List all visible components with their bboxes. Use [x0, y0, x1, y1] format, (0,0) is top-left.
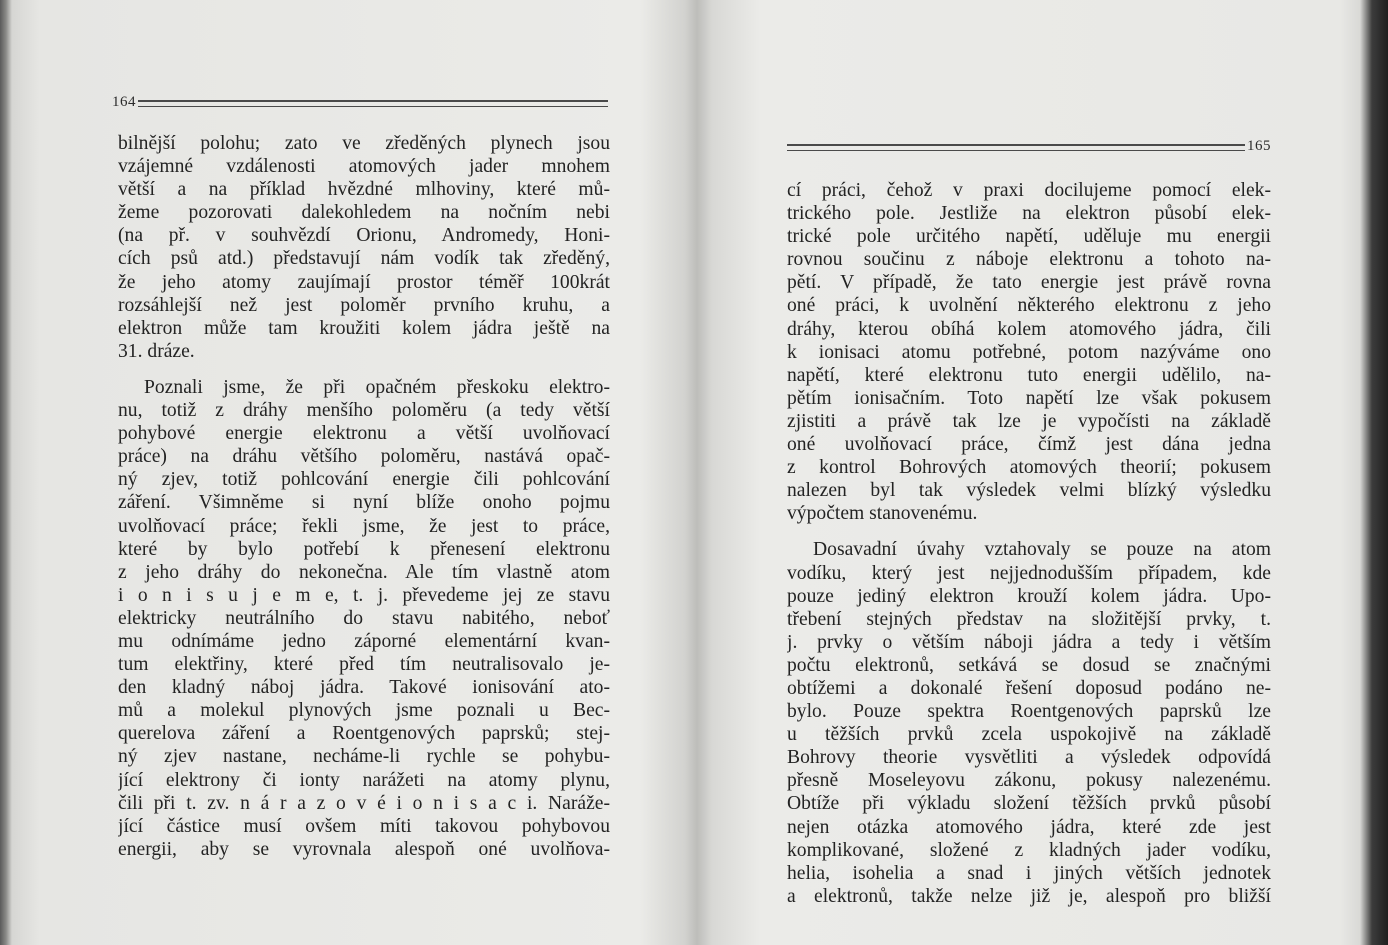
- text-line: přesně Moseleyovu zákonu, pokusy nalezenému.: [787, 770, 1271, 792]
- right-paragraph-2: [787, 538, 1271, 908]
- text-line: a elektronů, takže nelze již je, alespoň pro bližší: [787, 885, 1271, 907]
- text-line: Poznali jsme, že při opačném přeskoku elektro-: [144, 376, 610, 398]
- text-line: nejen otázka atomového jádra, které zde jest: [787, 816, 1271, 838]
- text-line: pouze jediný elektron krouží kolem jádra. Upo-: [787, 585, 1271, 607]
- text-line: z kontrol Bohrových atomových theorií; pokusem: [787, 457, 1271, 479]
- text-line: bilnější polohu; zato ve zředěných plynech jsou: [118, 133, 610, 154]
- text-line: obtížemi a dokonalé řešení doposud podáno ne-: [787, 677, 1271, 699]
- text-line: jící elektrony či ionty narážeti na atomy plynu,: [118, 769, 610, 791]
- text-line: (na př. v souhvězdí Orionu, Andromedy, Honi-: [118, 225, 610, 247]
- right-body-text: [787, 179, 1271, 908]
- text-line: helia, isohelia a snad i jiných větších jednotek: [787, 862, 1271, 884]
- text-line: zjistiti a právě tak lze je vypočísti na základě: [787, 410, 1271, 432]
- text-line: čili při t. zv. n á r a z o v é i o n i s a c i. Naráže-: [118, 792, 610, 814]
- left-page-number: 164: [112, 94, 136, 110]
- text-line: elektron může tam kroužiti kolem jádra ještě na: [118, 317, 610, 339]
- text-line: které by bylo potřebí k přenesení elektronu: [118, 538, 610, 560]
- text-line: elektricky neutrálního do stavu nabitého, neboť: [118, 607, 610, 629]
- text-line: jící částice musí ovšem míti takovou pohybovou: [118, 815, 610, 837]
- text-line: záření. Všimněme si nyní blíže onoho pojmu: [118, 492, 610, 514]
- text-line: Dosavadní úvahy vztahovaly se pouze na atom: [813, 539, 1271, 561]
- text-line: rovnou součinu z náboje elektronu a tohoto na-: [787, 249, 1271, 271]
- left-body-text: [118, 132, 610, 861]
- text-line: oné uvolňovací práce, čímž jest dána jedna: [787, 434, 1271, 456]
- text-line: 31. dráze.: [118, 340, 195, 362]
- text-line: Obtíže při výkladu složení těžších prvků působí: [787, 793, 1271, 815]
- text-line: Bohrovy theorie vysvětliti a výsledek odpovídá: [787, 747, 1271, 769]
- text-line: den kladný náboj jádra. Takové ionisování ato-: [118, 677, 610, 699]
- text-line: nu, totiž z dráhy menšího poloměru (a tedy větší: [118, 400, 610, 422]
- text-line: cí práci, čehož v praxi docilujeme pomocí elek-: [787, 180, 1271, 201]
- text-line: vodíku, který jest nejjednodušším případem, kde: [787, 562, 1271, 584]
- left-paragraph-2: [118, 376, 610, 861]
- text-line: mu odnímáme jedno záporné elementární kvan-: [118, 630, 610, 652]
- paragraph-gap: [118, 363, 610, 376]
- text-line: práce) na dráhu většího poloměru, nastává opač-: [118, 446, 610, 468]
- right-header-rule: [787, 144, 1245, 151]
- paragraph-gap: [787, 525, 1271, 538]
- text-line: j. prvky o větším náboji jádra a tedy i větším: [787, 631, 1271, 653]
- text-line: pětím ionisačním. Toto napětí lze však pokusem: [787, 387, 1271, 409]
- text-line: z jeho dráhy do nekonečna. Ale tím vlastně atom: [118, 561, 610, 583]
- text-line: nalezen byl tak výsledek velmi blízký výsledku: [787, 480, 1271, 502]
- text-line: cích psů atd.) představují nám vodík tak zředěný,: [118, 248, 610, 270]
- text-line: u těžších prvků zcela uspokojivě na základě: [787, 724, 1271, 746]
- text-line: energii, aby se vyrovnala alespoň oné uvolňova-: [118, 838, 610, 860]
- text-line: počtu elektronů, setkává se dosud se značnými: [787, 654, 1271, 676]
- right-page-number: 165: [1247, 138, 1271, 154]
- text-line: uvolňovací práce; řekli jsme, že jest to práce,: [118, 515, 610, 537]
- text-line: querelova záření a Roentgenových paprsků; stej-: [118, 723, 610, 745]
- text-line: trického pole. Jestliže na elektron působí elek-: [787, 203, 1271, 225]
- text-line: ný zjev, totiž pohlcování energie čili pohlcování: [118, 469, 610, 491]
- text-line: rozsáhlejší než jest poloměr prvního kruhu, a: [118, 294, 610, 316]
- left-header-rule: [138, 100, 608, 107]
- text-line: k ionisaci atomu potřebné, potom nazýváme ono: [787, 341, 1271, 363]
- left-running-head: [112, 94, 608, 111]
- text-line: žeme pozorovati dalekohledem na nočním nebi: [118, 202, 610, 224]
- text-line: napětí, které elektronu tuto energii udělilo, na-: [787, 364, 1271, 386]
- text-line: pětí. V případě, že tato energie jest právě rovna: [787, 272, 1271, 294]
- right-page: [695, 0, 1388, 945]
- right-running-head: [787, 138, 1271, 155]
- text-line: větší a na příklad hvězdné mlhoviny, které mů-: [118, 179, 610, 201]
- text-line: bylo. Pouze spektra Roentgenových paprsků lze: [787, 701, 1271, 723]
- text-line: trické pole určitého napětí, uděluje mu energii: [787, 226, 1271, 248]
- right-paragraph-1: [787, 179, 1271, 525]
- text-line: i o n i s u j e m e, t. j. převedeme jej ze stavu: [118, 584, 610, 606]
- text-line: třebení stejných představ na složitější prvky, t.: [787, 608, 1271, 630]
- text-line: komplikované, složené z kladných jader vodíku,: [787, 839, 1271, 861]
- text-line: pohybové energie elektronu a větší uvolňovací: [118, 423, 610, 445]
- text-line: mů a molekul plynových jsme poznali u Bec-: [118, 700, 610, 722]
- text-line: tum elektřiny, které před tím neutralisovalo je-: [118, 654, 610, 676]
- left-paragraph-1: [118, 132, 610, 363]
- text-line: vzájemné vzdálenosti atomových jader mnohem: [118, 156, 610, 178]
- text-line: že jeho atomy zaujímají prostor téměř 100krát: [118, 271, 610, 293]
- text-line: výpočtem stanovenému.: [787, 503, 978, 525]
- text-line: dráhy, kterou obíhá kolem atomového jádra, čili: [787, 318, 1271, 340]
- text-line: ný zjev nastane, necháme-li rychle se pohybu-: [118, 746, 610, 768]
- text-line: oné práci, k uvolnění některého elektronu z jeho: [787, 295, 1271, 317]
